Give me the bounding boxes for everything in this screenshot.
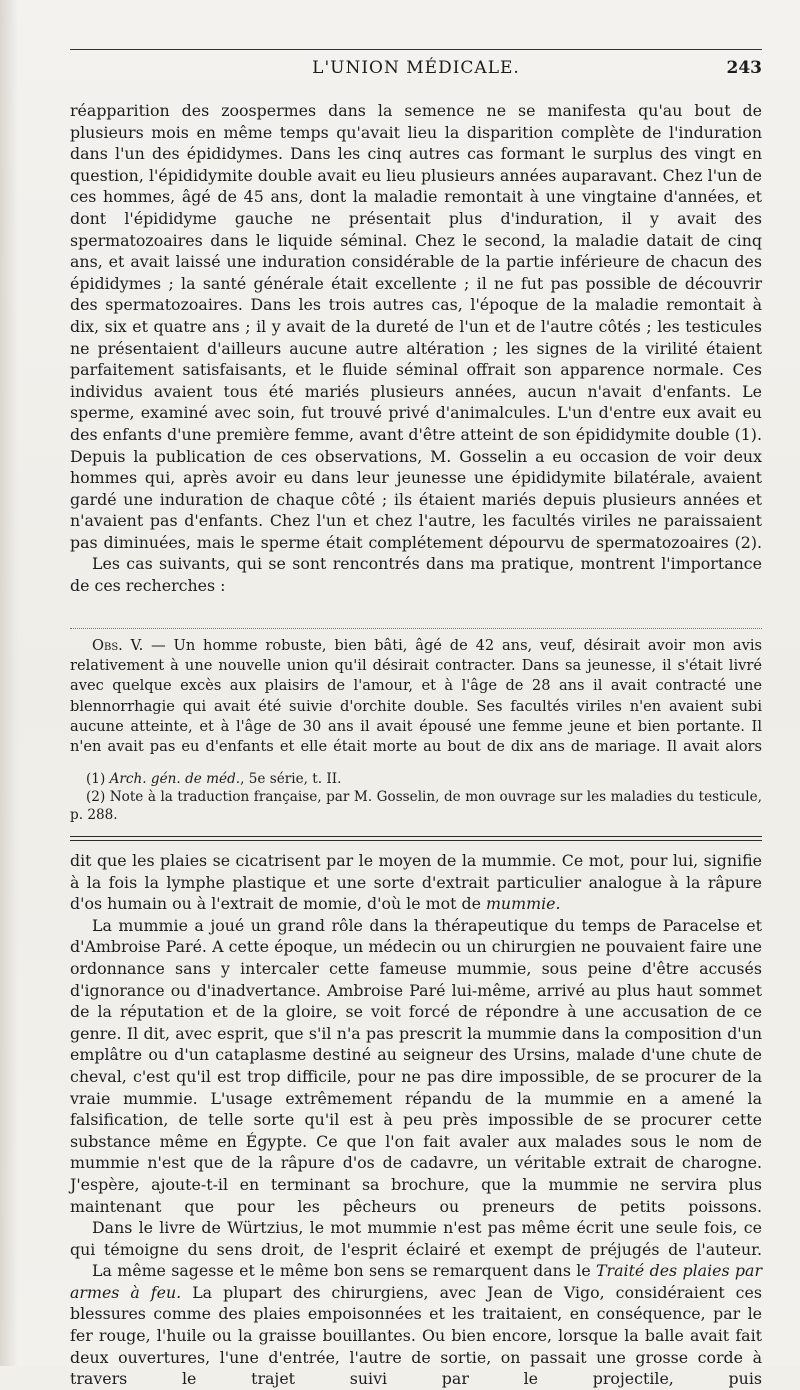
paragraph-text: La plupart des chirurgiens, avec Jean de Vigo, considéraient ces blessures comme des plaies empoisonnées et les traitaient, en conséquence, par le fer rouge, l'huile ou la graisse bouillantes. Ou bien encore, lorsque la balle avait fait deux ouvertures, l'une d'entrée, l'autre de sortie, on passait une grosse corde à travers le trajet suivi par le projectile, puis	[70, 1282, 762, 1389]
observation-v	[70, 636, 762, 757]
paragraph: réapparition des zoospermes dans la semence ne se manifesta qu'au bout de plusieurs mois en même temps qu'avait lieu la disparition complète de l'induration dans l'un des épididymes. Dans les cinq autres cas formant le surplus des vingt en question, l'épididymite double avait eu lieu plusieurs années auparavant. Chez l'un de ces hommes, âgé de 45 ans, dont la maladie remontait à une vingtaine d'années, et dont l'épididyme gauche ne présentait plus d'induration, il y avait des spermatozoaires dans le liquide séminal. Chez le second, la maladie datait de cinq ans, et avait laissé une induration considérable de la partie inférieure de chacun des épididymes ; la santé générale était excellente ; il ne fut pas possible de découvrir des spermatozoaires. Dans les trois autres cas, l'époque de la maladie remontait à dix, six et quatre ans ; il y avait de la dureté de l'un et de l'autre côtés ; les testicules ne présentaient d'ailleurs aucune autre altération ; les signes de la virilité étaient parfaitement satisfaisants, et le fluide séminal offrait son apparence normale. Ces individus avaient tous été mariés plusieurs années, aucun n'avait d'enfants. Le sperme, examiné avec soin, fut trouvé privé d'animalcules. L'un d'entre eux avait eu des enfants d'une première femme, avant d'être atteint de son épididymite double (1). Depuis la publication de ces observations, M. Gosselin a eu occasion de voir deux hommes qui, après avoir eu dans leur jeunesse une épididymite bilatérale, avaient gardé une induration de chaque côté ; ils étaient mariés depuis plusieurs années et n'avaient pas d'enfants. Chez l'un et chez l'autre, les facultés viriles ne paraissaient pas diminuées, mais le sperme était complétement dépourvu de spermatozoaires (2).	[70, 101, 762, 552]
running-head: L'UNION MÉDICALE.	[312, 58, 520, 78]
book-title: Traité des plaies par armes à feu.	[70, 1261, 762, 1302]
footnote-text: , 5e série, t. II.	[240, 771, 342, 787]
section-rule	[70, 840, 762, 841]
observation-label: Obs. V.	[92, 637, 144, 654]
faded-separator	[70, 628, 762, 629]
paragraph-text: dit que les plaies se cicatrisent par le moyen de la mummie. Ce mot, pour lui, signifie à la fois la lymphe plastique et une sorte d'extrait particulier analogue à la râpure d'os humain ou à l'extrait de momie, d'où le mot de	[70, 851, 762, 914]
lower-article	[70, 850, 762, 1390]
binding-shadow	[0, 0, 18, 1366]
section-rule	[70, 836, 762, 837]
paragraph	[70, 1260, 762, 1390]
header-rule	[70, 49, 762, 50]
page-number: 243	[726, 58, 762, 78]
paragraph	[70, 850, 762, 915]
paragraph-text: La même sagesse et le même bon sens se remarquent dans le	[92, 1261, 597, 1281]
page-header	[70, 58, 762, 82]
footnote-2: (2) Note à la traduction française, par M. Gosselin, de mon ouvrage sur les maladies du testicule, p. 288.	[70, 789, 762, 823]
footnote-number: (1)	[86, 771, 106, 787]
italic-term: mummie.	[485, 894, 561, 914]
observation-text: — Un homme robuste, bien bâti, âgé de 42 ans, veuf, désirait avoir mon avis relativement à une nouvelle union qu'il désirait contracter. Dans sa jeunesse, il s'était livré avec quelque excès aux plaisirs de l'amour, et à l'âge de 28 ans il avait contracté une blennorrhagie qui avait été suivie d'orchite double. Ses facultés viriles n'en avaient subi aucune atteinte, et à l'âge de 30 ans il avait épousé une femme jeune et bien portante. Il n'en avait pas eu d'enfants et elle était morte au bout de dix ans de mariage. Il avait alors	[70, 637, 762, 756]
journal-title: Arch. gén. de méd.	[109, 771, 241, 787]
footnote-1	[70, 770, 762, 788]
footnotes	[70, 770, 762, 824]
paragraph: Dans le livre de Würtzius, le mot mummie n'est pas même écrit une seule fois, ce qui témoigne du sens droit, de l'esprit éclairé et exempt de préjugés de l'auteur.	[70, 1218, 762, 1259]
paragraph: La mummie a joué un grand rôle dans la thérapeutique du temps de Paracelse et d'Ambroise Paré. A cette époque, un médecin ou un chirurgien ne pouvaient faire une ordonnance sans y intercaler cette fameuse mummie, sous peine d'être accusés d'ignorance ou d'inadvertance. Ambroise Paré lui-même, arrivé au plus haut sommet de la réputation et de la gloire, se voit forcé de répondre à une accusation de ce genre. Il dit, avec esprit, que s'il n'a pas prescrit la mummie dans la composition d'un emplâtre ou d'un cataplasme destiné au seigneur des Ursins, malade d'une chute de cheval, c'est qu'il est trop difficile, pour ne pas dire impossible, de se procurer de la vraie mummie. L'usage extrêmement répandu de la mummie en a amené la falsification, de telle sorte qu'il est à peu près impossible de se procurer cette substance même en Égypte. Ce que l'on fait avaler aux malades sous le nom de mummie n'est que de la râpure d'os de cadavre, un véritable extrait de charogne. J'espère, ajoute-t-il en terminant sa brochure, que la mummie ne servira plus maintenant que pour les pêcheurs ou preneurs de petits poissons.	[70, 915, 762, 1216]
paragraph: Les cas suivants, qui se sont rencontrés dans ma pratique, montrent l'importance de ces recherches :	[70, 554, 762, 596]
upper-article	[70, 100, 762, 597]
